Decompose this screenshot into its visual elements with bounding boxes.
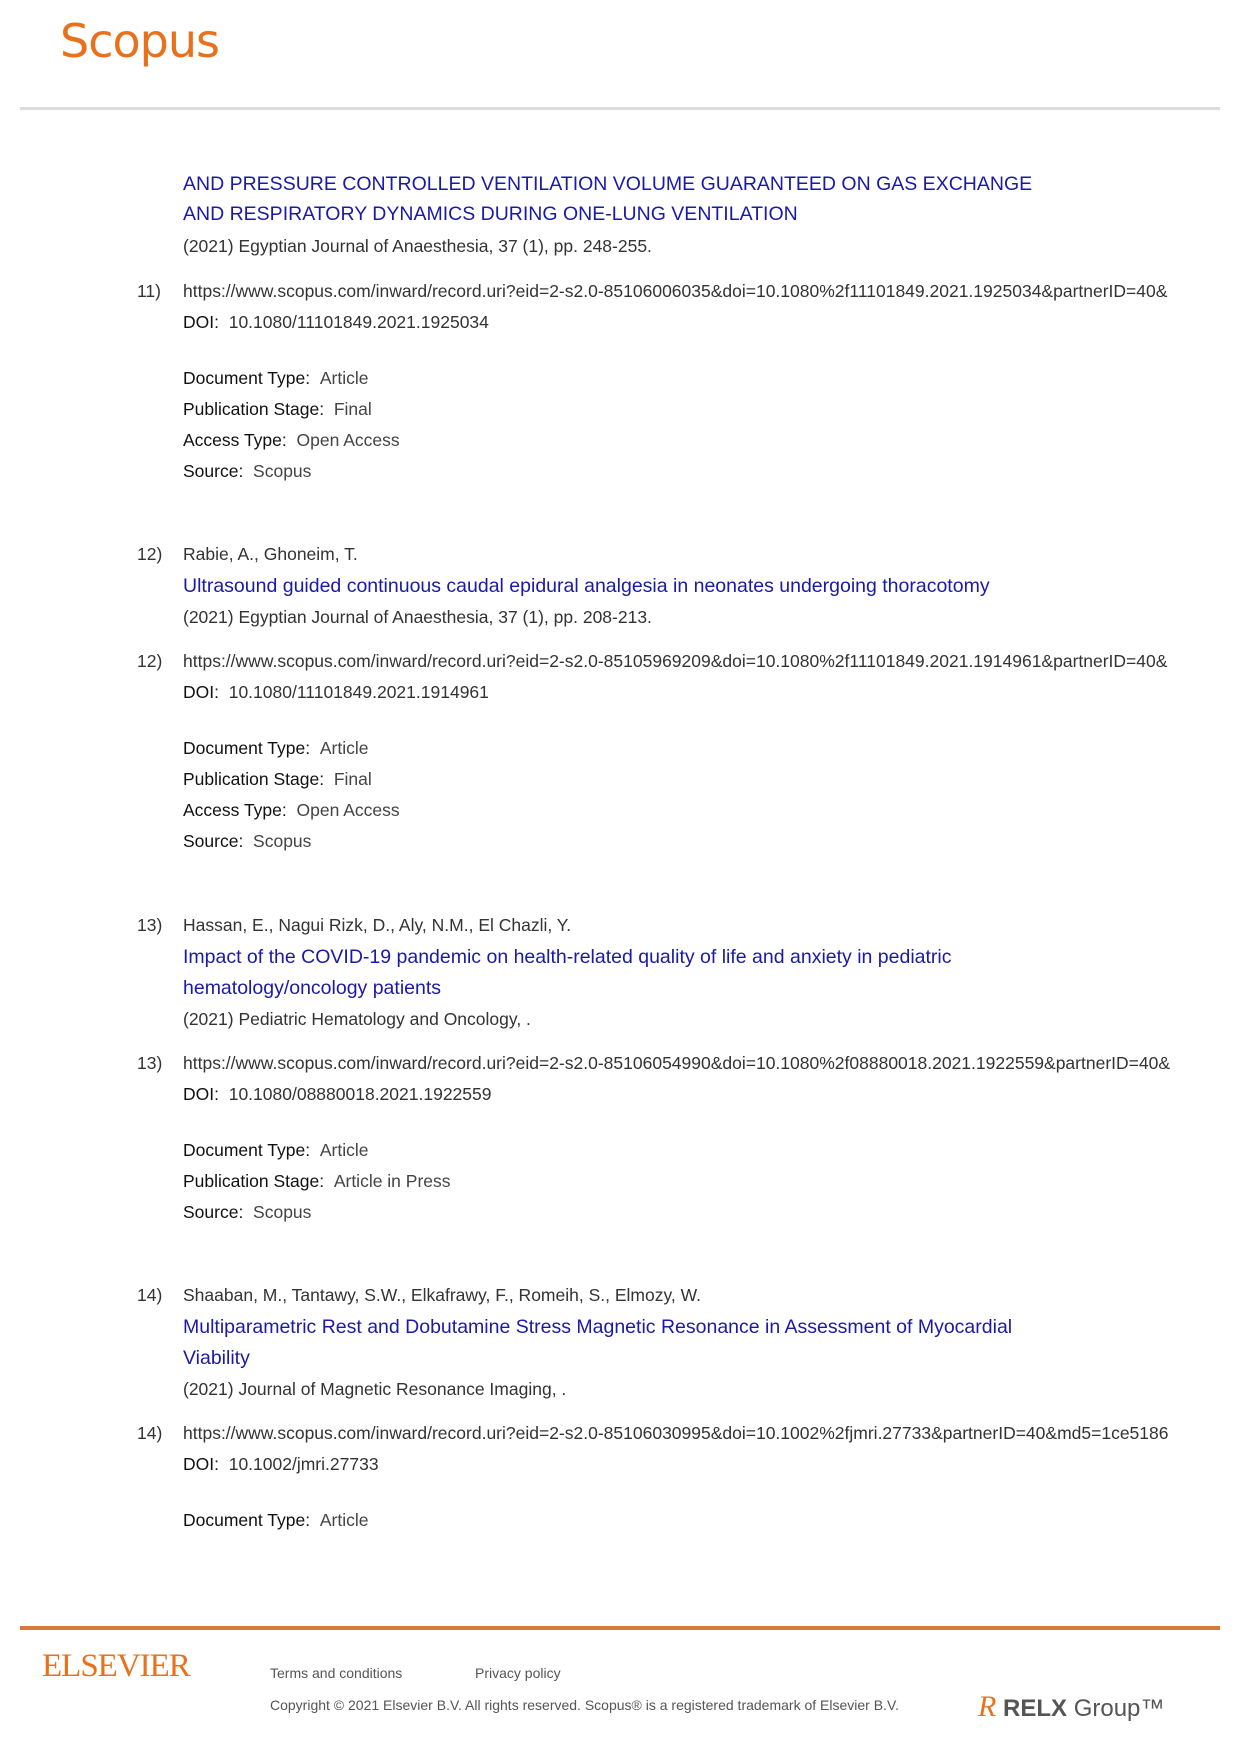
footer-divider [20,1626,1220,1630]
copyright-text: Copyright © 2021 Elsevier B.V. All rights reserved. Scopus® is a registered trademark of Elsevier B.V. [270,1697,899,1713]
authors: Rabie, A., Ghoneim, T. [183,544,358,564]
doi-line [183,1453,379,1475]
field-row [183,367,368,389]
article-title-link[interactable]: hematology/oncology patients [183,977,442,999]
field-label: Source: [183,1202,244,1222]
field-value: Open Access [296,430,400,450]
doi-label: DOI: [183,312,219,332]
doi-line [183,681,489,703]
field-label: Publication Stage: [183,1171,325,1191]
field-value: Article [319,738,369,758]
source-citation: (2021) Pediatric Hematology and Oncology, . [183,1009,531,1029]
article-title-link[interactable]: AND PRESSURE CONTROLLED VENTILATION VOLUME GUARANTEED ON GAS EXCHANGE [183,173,1033,195]
terms-link[interactable]: Terms and conditions [270,1665,403,1681]
field-label: Access Type: [183,800,287,820]
entry-number: 13) [137,1053,163,1073]
field-value: Scopus [253,1202,312,1222]
article-title-link[interactable]: Ultrasound guided continuous caudal epidural analgesia in neonates undergoing thoracotomy [183,575,990,597]
elsevier-logo[interactable]: ELSEVIER [42,1648,190,1684]
field-value: Final [333,769,372,789]
field-label: Source: [183,461,244,481]
source-citation: (2021) Egyptian Journal of Anaesthesia, 37 (1), pp. 248-255. [183,236,652,256]
source-citation: (2021) Egyptian Journal of Anaesthesia, 37 (1), pp. 208-213. [183,607,652,627]
entry-number: 12) [137,544,163,564]
field-value: Final [333,399,372,419]
field-label: Publication Stage: [183,769,325,789]
doi-value[interactable]: 10.1080/08880018.2021.1922559 [228,1084,492,1104]
header-divider [20,107,1220,110]
field-value: Open Access [296,800,400,820]
field-row [183,460,311,482]
record-url-link[interactable]: https://www.scopus.com/inward/record.uri?eid=2-s2.0-85106006035&doi=10.1080%2f11101849.2021.1925034&partnerID=40& [183,281,1168,301]
relx-text: RELX [1003,1695,1068,1722]
field-row [183,1139,368,1161]
doi-label: DOI: [183,682,219,702]
relx-icon: R [978,1690,997,1723]
entry-number: 14) [137,1423,163,1443]
relx-logo[interactable] [978,1690,1164,1724]
relx-group-text: Group™ [1073,1695,1165,1722]
field-row [183,830,311,852]
field-row [183,1170,451,1192]
field-value: Article [319,368,369,388]
source-citation: (2021) Journal of Magnetic Resonance Imaging, . [183,1379,567,1399]
field-label: Document Type: [183,1140,311,1160]
field-value: Article in Press [333,1171,451,1191]
entry-number: 14) [137,1285,163,1305]
field-label: Document Type: [183,368,311,388]
field-row [183,398,372,420]
article-title-link[interactable]: Viability [183,1347,250,1369]
doi-line [183,311,489,333]
field-label: Document Type: [183,738,311,758]
field-label: Document Type: [183,1510,311,1530]
field-row [183,768,372,790]
field-value: Scopus [253,831,312,851]
doi-label: DOI: [183,1454,219,1474]
record-url-link[interactable]: https://www.scopus.com/inward/record.uri?eid=2-s2.0-85106030995&doi=10.1002%2fjmri.27733&partnerID=40&md5=1ce5186 [183,1423,1169,1443]
field-row [183,1201,311,1223]
field-row [183,799,400,821]
entry-number: 13) [137,915,163,935]
field-label: Source: [183,831,244,851]
article-title-link[interactable]: Impact of the COVID-19 pandemic on health-related quality of life and anxiety in pediatric [183,946,952,968]
doi-value[interactable]: 10.1080/11101849.2021.1914961 [228,682,489,702]
article-title-link[interactable]: AND RESPIRATORY DYNAMICS DURING ONE-LUNG VENTILATION [183,203,798,225]
authors: Hassan, E., Nagui Rizk, D., Aly, N.M., El Chazli, Y. [183,915,572,935]
field-row [183,429,400,451]
field-value: Scopus [253,461,312,481]
field-row [183,737,368,759]
field-value: Article [319,1510,369,1530]
doi-value[interactable]: 10.1080/11101849.2021.1925034 [228,312,489,332]
scopus-logo[interactable]: Scopus [60,14,219,68]
article-title-link[interactable]: Multiparametric Rest and Dobutamine Stress Magnetic Resonance in Assessment of Myocardial [183,1316,1013,1338]
doi-value[interactable]: 10.1002/jmri.27733 [228,1454,379,1474]
record-url-link[interactable]: https://www.scopus.com/inward/record.uri?eid=2-s2.0-85106054990&doi=10.1080%2f08880018.2021.1922559&partnerID=40& [183,1053,1171,1073]
field-label: Publication Stage: [183,399,325,419]
authors: Shaaban, M., Tantawy, S.W., Elkafrawy, F., Romeih, S., Elmozy, W. [183,1285,702,1305]
doi-line [183,1083,491,1105]
entry-number: 11) [137,281,161,301]
doi-label: DOI: [183,1084,219,1104]
field-value: Article [319,1140,369,1160]
privacy-link[interactable]: Privacy policy [475,1665,561,1681]
record-url-link[interactable]: https://www.scopus.com/inward/record.uri?eid=2-s2.0-85105969209&doi=10.1080%2f11101849.2021.1914961&partnerID=40& [183,651,1168,671]
field-label: Access Type: [183,430,287,450]
field-row [183,1509,368,1531]
entry-number: 12) [137,651,163,671]
